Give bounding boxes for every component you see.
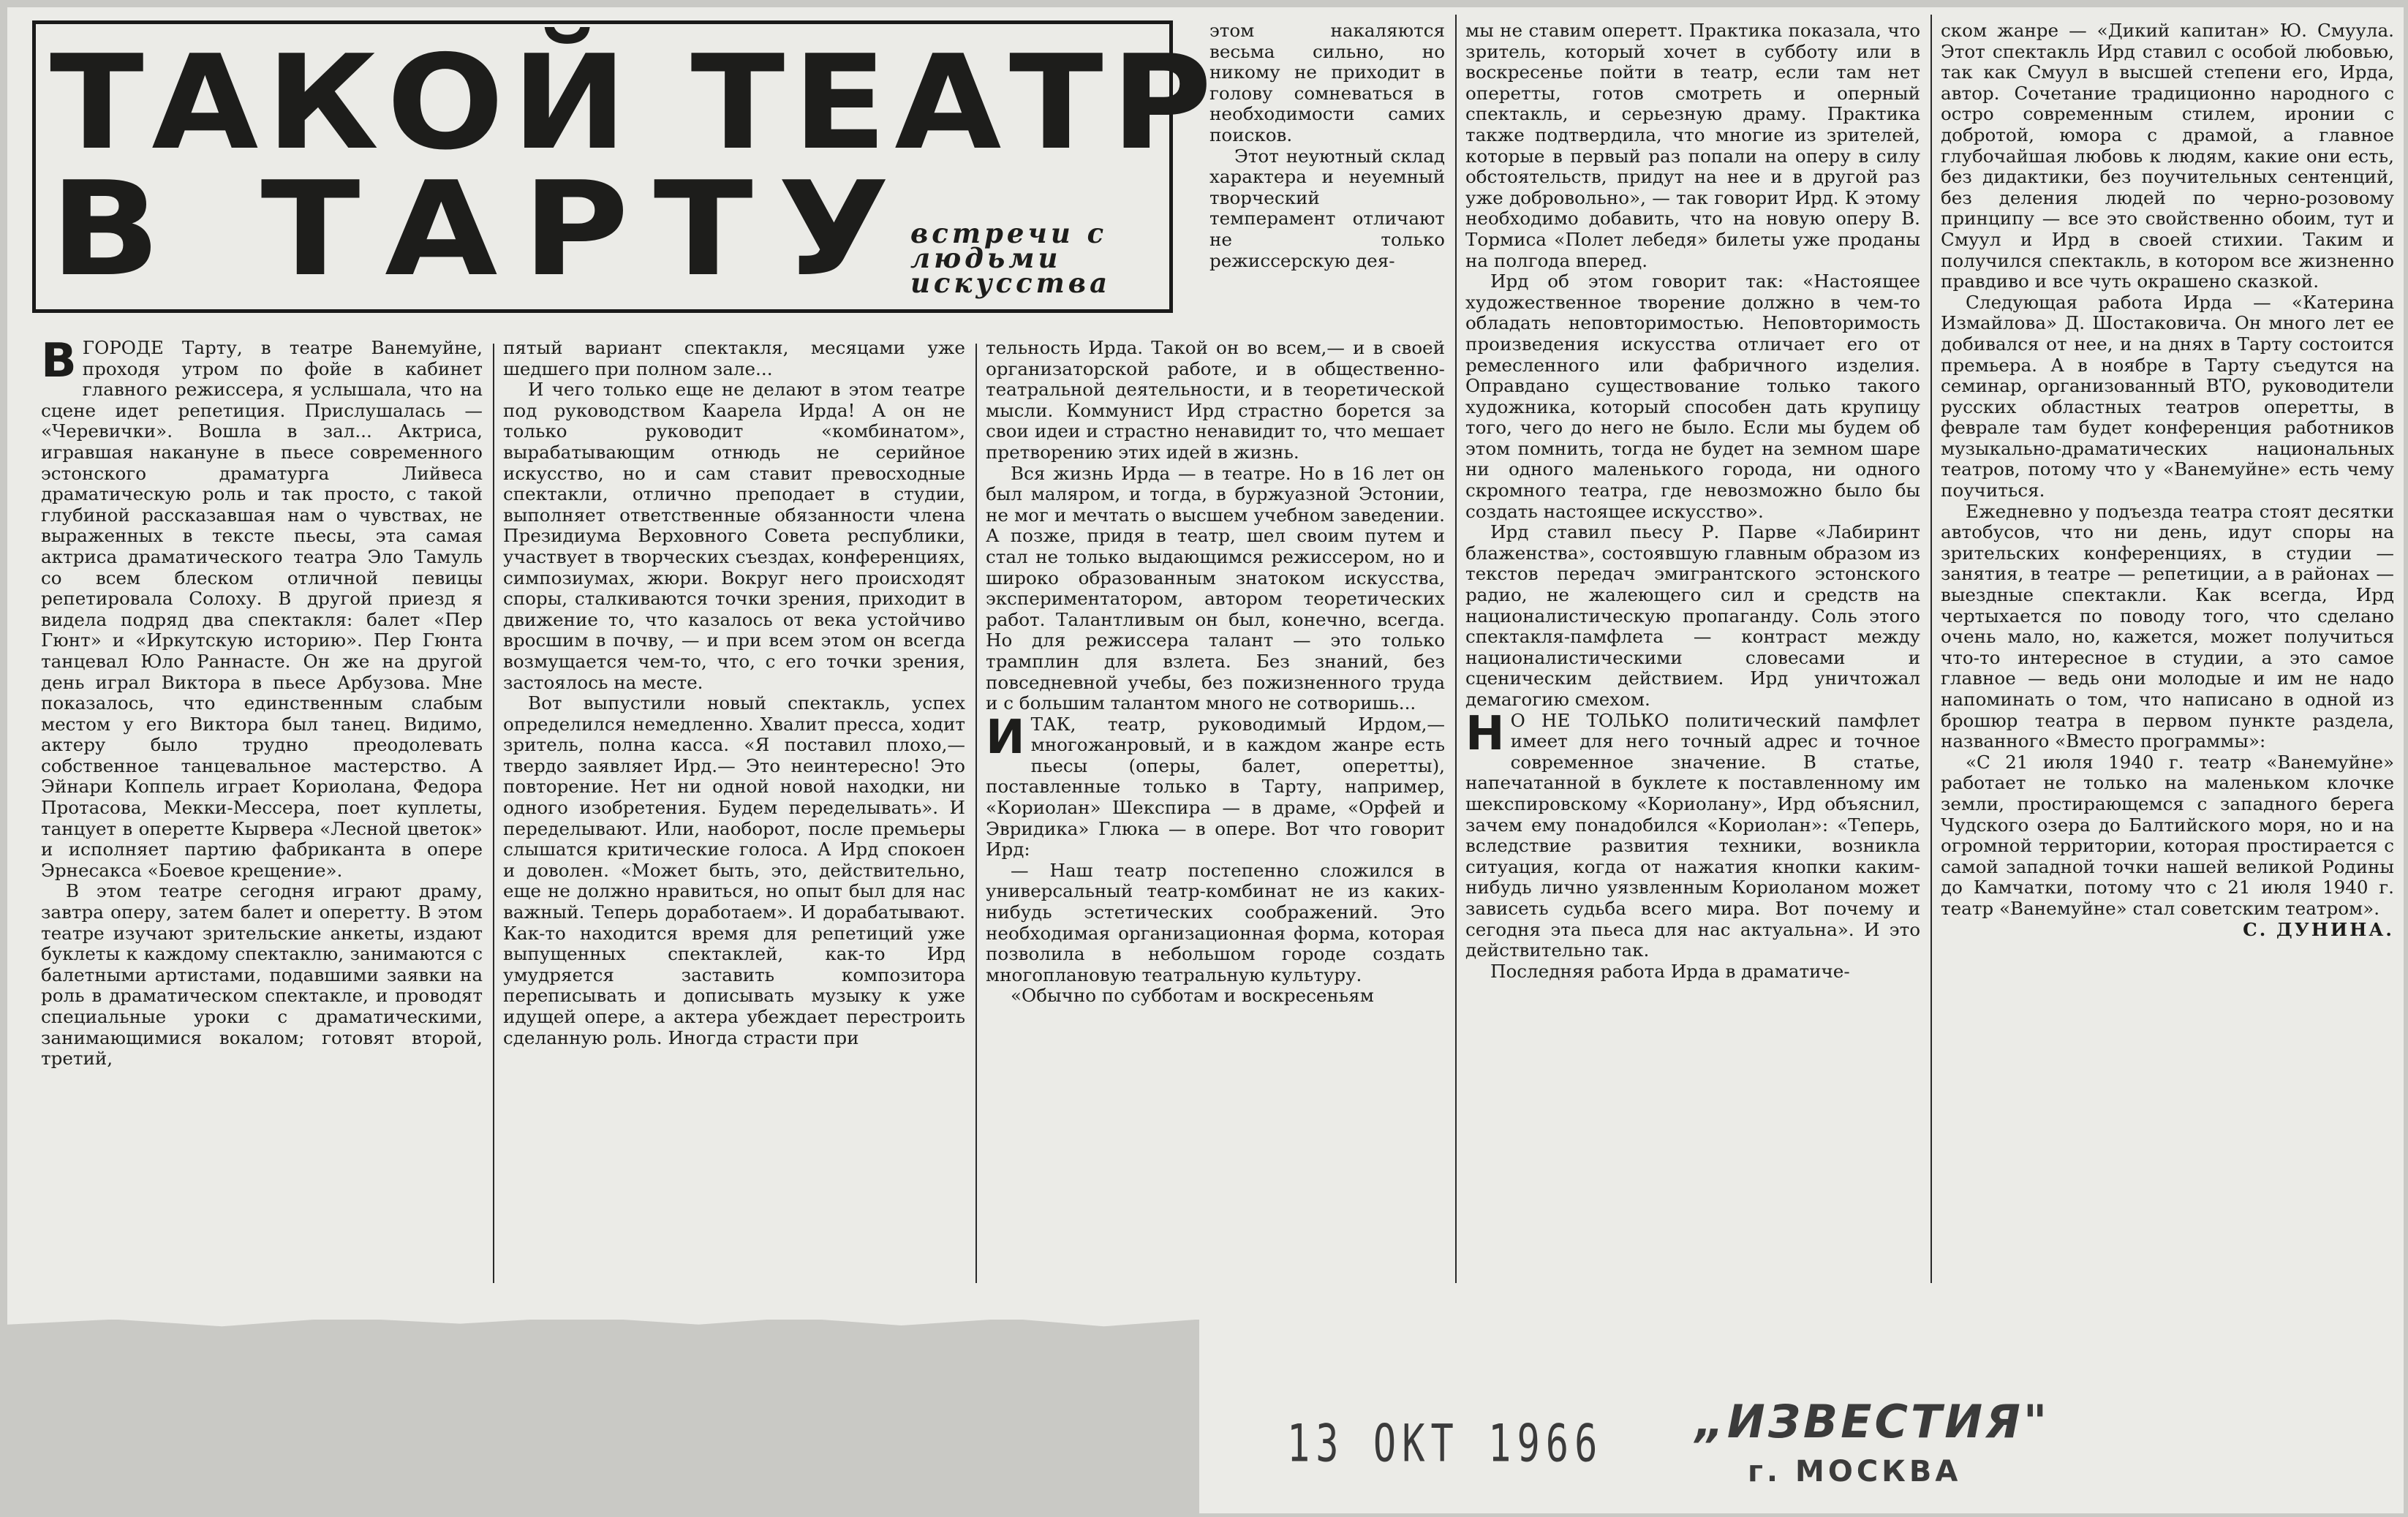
drop-cap: Н — [1465, 706, 1505, 761]
column-rule — [1455, 15, 1457, 1283]
paragraph: Последняя работа Ирда в драматиче- — [1490, 960, 1850, 982]
paragraph — [986, 710, 1445, 860]
headline-subtitle: встречи с людьми искусства — [910, 217, 1111, 299]
paragraph: Ирд об этом говорит так: «Настоящее художественное творение должно в чем-то обладать неповторимостью. Неповторимость произведения искусства отличает его от ремесленного или фабричного изделия. Оправдано существование только такого художника, который способен дать крупицу того, чего до него не было. Если мы будем об этом помнить, тогда не будет на земном шаре ни одного маленького города, ни одного скромного театра, где невозможно было бы создать настоящее искусство». — [1465, 271, 1920, 522]
headline-line-2: В ТАРТУ — [50, 154, 915, 305]
paragraph — [41, 338, 483, 881]
drop-cap: И — [986, 710, 1025, 765]
newspaper-name-stamp: „ИЗВЕСТИЯ" — [1695, 1395, 2050, 1448]
torn-edge — [7, 1312, 1199, 1330]
author-signature: С. ДУНИНА. — [2243, 918, 2394, 940]
paragraph: «Обычно по субботам и воскресеньям — [1011, 985, 1374, 1007]
paragraph: тельность Ирда. Такой он во всем,— и в своей организаторской работе, и в общественно-театральной деятельности, и в теоретической мысли. Коммунист Ирд страстно борется за свои идеи и страстно ненавидит то, что мешает претворению этих идей в жизнь. — [986, 338, 1445, 463]
city-stamp: г. МОСКВА — [1748, 1455, 1962, 1488]
paragraph: И чего только еще не делают в этом театре под руководством Каарела Ирда! А он не только руководит «комбинатом», вырабатывающим отнюдь не серийное искусство, но и сам ставит превосходные спектакли, отлично преподает в студии, выполняет ответственные обязанности члена Президиума Верховного Совета республики, участвует в творческих съездах, конференциях, симпозиумах, жюри. Вокруг него происходят споры, сталкиваются точки зрения, приходит в движение то, что казалось от века устойчиво вросшим в почву, — и при всем этом он всегда возмущается чем-то, что, с его точки зрения, застоялось на месте. — [503, 379, 965, 693]
paragraph: — Наш театр постепенно сложился в универсальный театр-комбинат не из каких-нибудь эстетических соображений. Это необходимая организационная форма, которая позволила в небольшом городе создать многоплановую театральную культуру. — [986, 859, 1445, 986]
article-column-1 — [41, 338, 483, 1281]
paragraph: В этом театре сегодня играют драму, завтра оперу, затем балет и оперетту. В этом театре изучают зрительские анкеты, издают буклеты к каждому спектаклю, занимаются с балетными артистами, подавшими заявки на роль в драматическом спектакле, и проводят специальные уроки с драматическими, занимающимися вокалом; готовят второй, третий, — [41, 880, 483, 1070]
paragraph-text: ТАК, театр, руководимый Ирдом,— многожанровый, и в каждом жанре есть пьесы (оперы, балет, оперетты), поставленные только в Тарту, например, «Кориолан» Шекспира — в драме, «Орфей и Эвридика» Глюка — в опере. Вот что говорит Ирд: — [986, 713, 1445, 860]
paragraph: Вот выпустили новый спектакль, успех определился немедленно. Хвалит пресса, ходит зритель, полна касса. «Я поставил плохо,— твердо заявляет Ирд.— Это неинтересно! Это повторение. Нет ни одной новой находки, ни одного изобретения. Будем переделывать». И переделывают. Или, наоборот, после премьеры слышатся критические голоса. А Ирд спокоен и доволен. «Может быть, это, действительно, еще не должно нравиться, но опыт был для нас важный. Теперь доработаем». И дорабатывают. Как-то находится время для репетиций уже выпущенных спектаклей, как-то Ирд умудряется заставить композитора переписывать и дописывать музыку к уже идущей опере, а актера убеждает перестроить сделанную роль. Иногда страсти при — [503, 692, 965, 1048]
paragraph: ском жанре — «Дикий капитан» Ю. Смуула. Этот спектакль Ирд ставил с особой любовью, так как Смуул в высшей степени его, Ирда, автор. Сочетание традиционно народного с остро современным стилем, иронии с добротой, юмора с драмой, а главное глубочайшая любовь к людям, какие они есть, без дидактики, без поучительных сентенций, без деления людей по черно-розовому принципу — все это свойственно обоим, тут и Смуул и Ирд в своей стихии. Таким и получился спектакль, в котором все жизненно правдиво и все чуть окрашено сказкой. — [1941, 20, 2394, 292]
article-column-4 — [1465, 20, 1920, 1283]
headline-line-1: ТАКОЙ ТЕАТР — [50, 27, 1220, 178]
article-column-5 — [1941, 20, 2394, 1293]
column-rule — [975, 344, 977, 1283]
paragraph: Ежедневно у подъезда театра стоят десятки автобусов, что ни день, идут споры на зрительских конференциях, в студии — занятия, в театре — репетиции, а в районах — выездные спектакли. Как всегда, Ирд чертыхается по поводу того, что сделано очень мало, но, кажется, может получиться что-то интересное в студии, а это самое главное — ведь они молодые и им не надо напоминать о том, что написано в одной из брошюр театра в первом пункте раздела, названного «Вместо программы»: — [1941, 500, 2394, 752]
article-column-3 — [986, 338, 1445, 1281]
paragraph — [1465, 706, 1920, 961]
drop-cap: В — [41, 338, 77, 388]
paragraph: «С 21 июля 1940 г. театр «Ванемуйне» работает не только на маленьком клочке земли, простирающемся с западного берега Чудского озера до Балтийского моря, но и на огромной территории, которая простирается с самой западной точки нашей великой Родины до Камчатки, потому что с 21 июля 1940 г. театр «Ванемуйне» стал советским театром». — [1941, 751, 2394, 919]
article-column-2 — [503, 338, 965, 1281]
paragraph-text: О НЕ ТОЛЬКО политический памфлет имеет для него точный адрес и точное современное значение. В статье, напечатанной в буклете к поставленному им шекспировскому «Кориолану», Ирд объяснил, зачем ему понадобился «Кориолан»: «Теперь, вследствие развития техники, возникла ситуация, когда от нажатия кнопки каким-нибудь лично уязвленным Кориоланом может зависеть судьба всего мира. Вот почему и сегодня эта пьеса для нас актуальна». И это действительно так. — [1465, 709, 1920, 961]
paragraph: Вся жизнь Ирда — в театре. Но в 16 лет он был маляром, и тогда, в буржуазной Эстонии, не мог и мечтать о высшем учебном заведении. А позже, придя в театр, шел своим путем и стал не только выдающимся режиссером, но и широко образованным знатоком искусства, экспериментатором, автором теоретических работ. Талантливым он был, конечно, всегда. Но для режиссера талант — это только трамплин для взлета. Без знаний, без повседневной учебы, без пожизненного труда и с большим талантом много не сотворишь... — [986, 462, 1445, 714]
paragraph: этом накаляются весьма сильно, но никому не приходит в голову сомневаться в необходимости самих поисков. — [1209, 20, 1445, 145]
date-stamp: 13 ОКТ 1966 — [1287, 1415, 1604, 1474]
column-rule — [493, 344, 494, 1283]
paragraph: Ирд ставил пьесу Р. Парве «Лабиринт блаженства», состоявшую главным образом из текстов передач эмигрантского эстонского радио, не жалеющего сил и средств на националистическую пропаганду. Соль этого спектакля-памфлета — контраст между националистическими словесами и сценическим действием. Ирд уничтожал демагогию смехом. — [1465, 521, 1920, 710]
paragraph: мы не ставим оперетт. Практика показала, что зритель, который хочет в субботу или в воскресенье пойти в театр, если там нет оперетты, готов смотреть и оперный спектакль, и серьезную драму. Практика также подтвердила, что многие из зрителей, которые в первый раз попали на оперу в силу обстоятельств, придут на нее и в другой раз уже добровольно», — так говорит Ирд. К этому необходимо добавить, что на новую оперу В. Тормиса «Полет лебедя» билеты уже проданы на полгода вперед. — [1465, 20, 1920, 271]
article-column-3-top — [1209, 20, 1445, 324]
paragraph-text: ГОРОДЕ Тарту, в театре Ванемуйне, проходя утром по фойе в кабинет главного режиссера, я услышала, что на сцене идет репетиция. Прислушалась — «Черевички». Вошла в зал... Актриса, игравшая накануне в пьесе современного эстонского драматурга Лийвеса драматическую роль и так просто, с такой глубиной рассказавшая нам о чувствах, не выраженных в тексте пьесы, эта самая актриса драматического театра Эло Тамуль со всем блеском отличной певицы репетировала Солоху. В другой приезд я видела подряд два спектакля: балет «Пер Гюнт» и «Иркутскую историю». Пер Гюнта танцевал Юло Раннасте. Он же на другой день играл Виктора в пьесе Арбузова. Мне показалось, что единственным слабым местом у его Виктора был танец. Видимо, актеру было трудно преодолевать собственное танцевальное мастерство. А Эйнари Коппель играет Кориолана, Федора Протасова, Мекки-Мессера, поет куплеты, танцует в оперетте Кырвера «Лесной цветок» и исполняет партию фабриканта в опере Эрнесакса «Боевое крещение». — [41, 338, 483, 881]
column-rule — [1930, 15, 1932, 1283]
paragraph: Этот неуютный склад характера и неуемный творческий темперамент отличают не только режиссерскую дея- — [1209, 145, 1445, 271]
paragraph: Следующая работа Ирда — «Катерина Измайлова» Д. Шостаковича. Он много лет ее добивался от нее, и на днях в Тарту состоится премьера. А в ноябре в Тарту съедутся на семинар, организованный ВТО, руководители русских областных театров оперетты, в феврале там будет конференция работников музыкально-драматических национальных театров, потому что у «Ванемуйне» есть чему поучиться. — [1941, 291, 2394, 502]
paragraph: пятый вариант спектакля, месяцами уже шедшего при полном зале... — [503, 338, 965, 379]
